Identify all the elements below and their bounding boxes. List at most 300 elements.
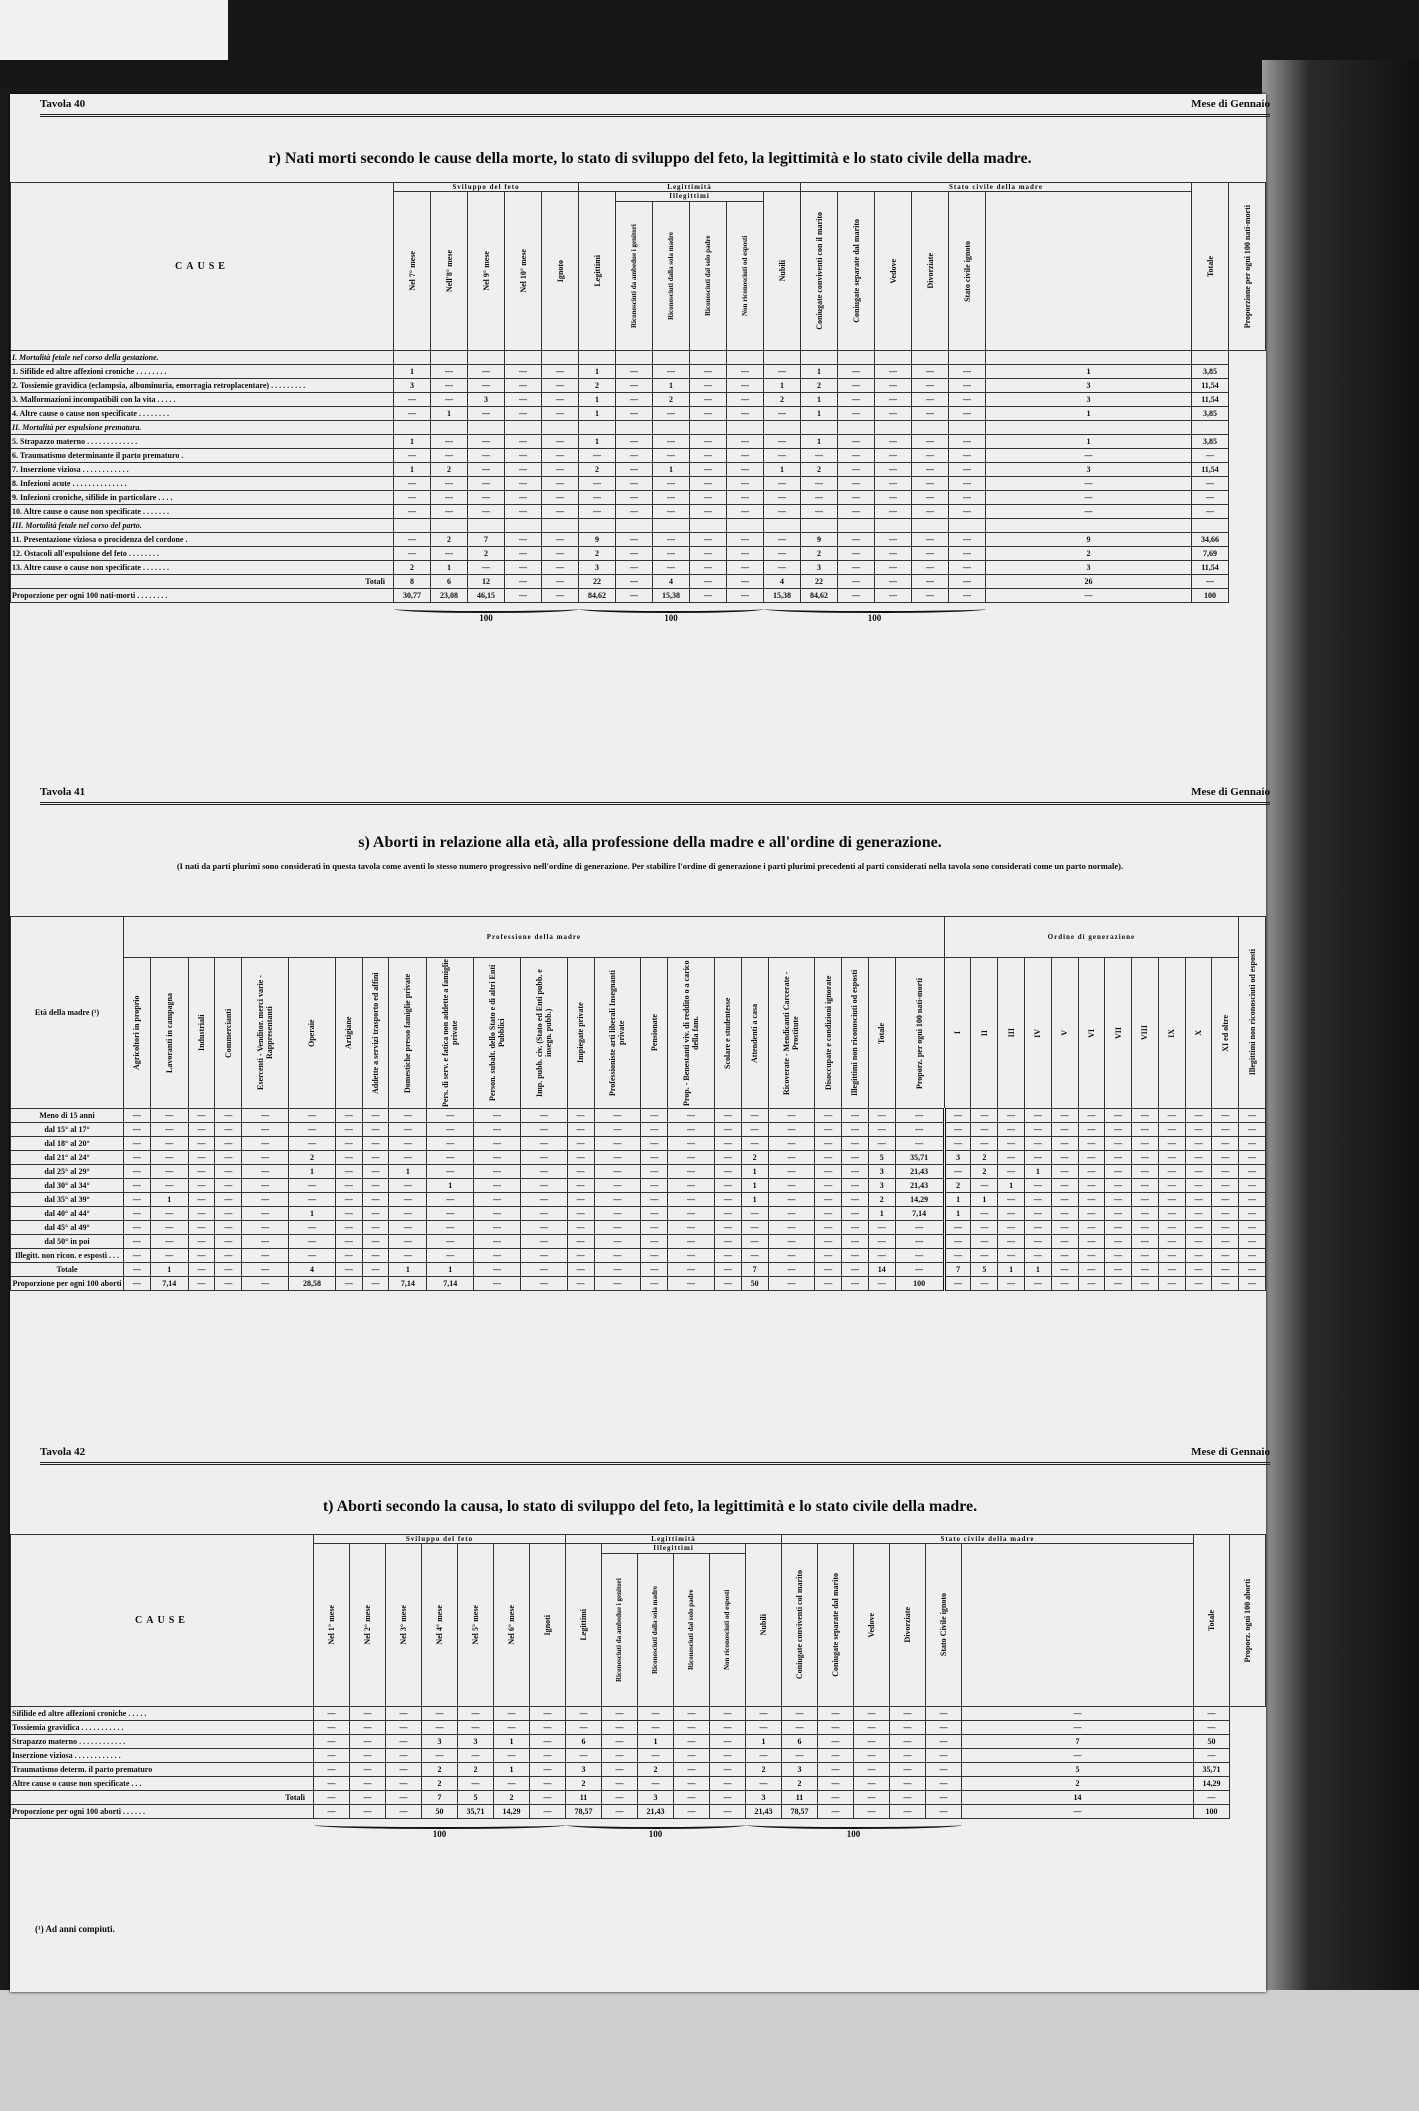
table42-cell: — [926,1749,962,1763]
table42-cell: 11 [566,1791,602,1805]
table41-row-label: dal 40° al 44° [11,1207,124,1221]
table41-cell: — [474,1123,521,1137]
table40-cell: 12 [468,575,505,589]
table40-row-label: 11. Presentazione viziosa o procidenza del cordone . [11,533,394,547]
table41-cell: — [289,1249,336,1263]
table40-col-13 [875,192,912,351]
table42-cell: — [314,1763,350,1777]
table40-cell: — [468,561,505,575]
table40-row [11,575,1266,589]
table40-cell: — [468,379,505,393]
table40-cell: — [838,379,875,393]
table41-cell: — [1132,1151,1159,1165]
table41-cell: — [641,1165,668,1179]
table41-cell: — [714,1221,741,1235]
table41-prof-col-9 [427,958,474,1109]
table42-cell: — [386,1735,422,1749]
table40-cell: — [912,463,949,477]
table40-body [11,351,1266,603]
table41-cell: 1 [868,1207,895,1221]
table40-cell: — [505,533,542,547]
table41-cell: — [389,1123,427,1137]
table40-cell: — [431,435,468,449]
table41-cell: — [714,1179,741,1193]
table40-cell: — [949,505,986,519]
table41-cell: — [741,1109,768,1123]
table41-cell: — [150,1109,188,1123]
table41-cell: — [998,1137,1025,1151]
table42-row [11,1805,1266,1819]
table41-cell: — [1158,1109,1185,1123]
table40-brace-2 [764,605,986,613]
table41-cell: — [714,1277,741,1291]
table41-ord-label-2: III [1006,1028,1016,1038]
table42-cell: 6 [782,1735,818,1749]
table40-cell: — [875,379,912,393]
table40-row-label: I. Mortalità fetale nel corso della gestazione. [11,351,394,365]
table41-cell: — [188,1151,215,1165]
scan-bottom-margin [0,1990,1419,2111]
table41-group-ordine: Ordine di generazione [944,917,1238,958]
table41-cell: — [842,1221,869,1235]
table42-cell: — [602,1735,638,1749]
table42-cell: — [818,1791,854,1805]
table42-row [11,1763,1266,1777]
table41-cell: — [1212,1165,1239,1179]
table42-cell: — [638,1777,674,1791]
table40-cell [690,351,727,365]
table40-cell: — [727,547,764,561]
table41-cell: — [868,1123,895,1137]
table42-cell: — [926,1721,962,1735]
table41-cell: — [668,1277,715,1291]
table41-cell: — [668,1151,715,1165]
table41-prof-col-10 [474,958,521,1109]
table40-cell: 22 [579,575,616,589]
table41-cell: — [998,1221,1025,1235]
table40-cell: 1 [801,393,838,407]
table41-ord-label-1: II [979,1029,989,1037]
table41-cell: — [1051,1221,1078,1235]
table40-cell [542,421,579,435]
table42-cell: — [674,1721,710,1735]
table42-row [11,1735,1266,1749]
table41-ord-label-4: V [1060,1030,1070,1036]
table40-cell: 1 [653,463,690,477]
table41-cell: — [594,1221,641,1235]
table42-cell: — [566,1721,602,1735]
table42-col-label-4: Nel 5° mese [471,1605,480,1645]
table41-cell: — [895,1123,944,1137]
table41-ord-label-5: VI [1086,1028,1096,1038]
table40-cell: 6 [431,575,468,589]
table40-cell: — [616,547,653,561]
table40-cell [801,351,838,365]
table40-cell: — [838,449,875,463]
table40-cell [986,351,1192,365]
table40-cell: — [690,561,727,575]
table40-cell: — [1192,449,1229,463]
table42-cell: 2 [422,1777,458,1791]
table41-cell: — [567,1123,594,1137]
table41-cell: — [815,1151,842,1165]
table42-col-16 [890,1544,926,1707]
table42-col-9 [638,1553,674,1706]
table40-cell: — [949,491,986,505]
table41-header-line [40,786,1270,805]
table40-cell: — [764,435,801,449]
table41-cell: — [768,1179,815,1193]
table41-prof-col-13 [594,958,641,1109]
table40-cell: — [542,561,579,575]
table41-cell: — [1051,1263,1078,1277]
table41-prof-label-4: Esercenti - Venditor. merci varie - Rappresentanti [256,975,275,1091]
table41-cell: — [215,1263,242,1277]
table40-cell: — [949,533,986,547]
table41-cell: 1 [741,1179,768,1193]
table41-cell: — [188,1263,215,1277]
table41-cell: — [1105,1221,1132,1235]
table42-cell: 3 [638,1791,674,1805]
table42-cell: — [890,1777,926,1791]
table40-cell: — [875,547,912,561]
table42-cell: — [890,1805,926,1819]
table41-cell: — [998,1109,1025,1123]
table41-cell: — [1078,1221,1105,1235]
table41-cell: — [1158,1193,1185,1207]
table40-col-17 [1229,183,1266,351]
table41-cell: — [389,1151,427,1165]
table41-cell: — [842,1165,869,1179]
table41-cell: — [714,1137,741,1151]
table41-cell: — [427,1193,474,1207]
table40-col-label-15: Stato civile ignoto [962,240,972,302]
table40-cell: 3,85 [1192,365,1229,379]
table40-row [11,589,1266,603]
table41-cell: — [768,1151,815,1165]
table40-cell: — [505,575,542,589]
table41-cell: — [815,1249,842,1263]
table40-cell: — [838,407,875,421]
table41-cell: — [842,1179,869,1193]
table40-cell [505,351,542,365]
table40-cell: — [838,505,875,519]
table41-cell: 2 [868,1193,895,1207]
table40-cell: — [468,435,505,449]
table40-cell: — [653,491,690,505]
table41-cell: — [815,1165,842,1179]
table41-cell: — [242,1109,289,1123]
table42-cell: — [530,1791,566,1805]
table41-cell: — [427,1221,474,1235]
table41-cell: — [1239,1151,1266,1165]
table40-cell [468,519,505,533]
table40-cell [727,421,764,435]
table41-cell: — [474,1179,521,1193]
table42-cell: 2 [746,1763,782,1777]
table41-cell: — [842,1151,869,1165]
table42-cell: — [926,1735,962,1749]
table40-cell: 22 [801,575,838,589]
table41-cell: — [567,1109,594,1123]
table41-cell: — [741,1249,768,1263]
table40-cell: 1 [986,435,1192,449]
table41-cell: — [124,1151,151,1165]
table40-cell: 3 [986,463,1192,477]
table41-cell: — [998,1165,1025,1179]
table40-cell: — [542,547,579,561]
table40-cell [579,351,616,365]
table41-cell: — [895,1221,944,1235]
table40-cell: — [727,589,764,603]
table42-cell: — [890,1763,926,1777]
table40-row [11,477,1266,491]
table40-cell: — [875,477,912,491]
table41-cell: 50 [741,1277,768,1291]
table41-cell: — [1132,1193,1159,1207]
document-page [10,94,1270,1992]
table40-row [11,491,1266,505]
table40-cell: — [875,407,912,421]
table42-col-label-15: Vedove [867,1612,876,1638]
table40-cell [542,519,579,533]
table41-cell: — [668,1207,715,1221]
table40-cell: — [949,589,986,603]
table40-col-14 [912,192,949,351]
table41-cell: — [150,1151,188,1165]
table40-cell: — [949,379,986,393]
table42-cell: — [890,1749,926,1763]
table40-cell [875,351,912,365]
table41-cell: — [998,1151,1025,1165]
table42-row-label: Proporzione per ogni 100 aborti . . . . . . [11,1805,314,1819]
table40-row [11,421,1266,435]
table42-brace-1 [566,1821,746,1829]
table42-cell: — [602,1721,638,1735]
table42-cell: — [710,1791,746,1805]
table40-cell: — [431,477,468,491]
table41-ord-col-6 [1105,958,1132,1109]
table40-cell: 1 [764,379,801,393]
table42-col-0 [314,1544,350,1707]
table40-col-6 [616,201,653,350]
table41-cell: — [1158,1151,1185,1165]
table41-row-label: Proporzione per ogni 100 aborti [11,1277,124,1291]
table40-row [11,547,1266,561]
table41-cell: — [998,1235,1025,1249]
table42-cell: — [566,1749,602,1763]
table42-group-legittimita: Legittimità [566,1535,782,1544]
table41-cell: — [815,1137,842,1151]
table40-cell: — [727,561,764,575]
table42-cell: — [602,1805,638,1819]
table41-cell: 1 [150,1263,188,1277]
table41-cell: — [289,1137,336,1151]
table41-cell: — [1078,1137,1105,1151]
table40-col-label-12: Coniugate separate dal marito [851,219,861,323]
table40-col-5 [579,192,616,351]
table41-cell: 2 [289,1151,336,1165]
table41-cell: — [427,1109,474,1123]
table41-cell: — [641,1109,668,1123]
table40-cell [875,421,912,435]
table42-cell: — [1194,1749,1230,1763]
table41-cell: — [641,1263,668,1277]
table41-cell: 1 [971,1193,998,1207]
table40-cell: — [727,463,764,477]
table40-cell [616,351,653,365]
table41-cell: — [1158,1123,1185,1137]
table41-prof-label-6: Artigiane [344,1016,354,1050]
table41-cell: — [1158,1221,1185,1235]
table42-group-stato: Stato civile della madre [782,1535,1194,1544]
table41-prof-label-14: Pensionate [649,1014,659,1052]
table41-cell: — [815,1193,842,1207]
table42-cell: — [386,1749,422,1763]
table40-cell [801,421,838,435]
table42-cell: — [890,1791,926,1805]
table42-col-8 [602,1553,638,1706]
table40-cell: — [394,505,431,519]
table41-cell: — [520,1137,567,1151]
table42-cell: — [314,1749,350,1763]
table41-cell: — [474,1249,521,1263]
table40-cell [542,351,579,365]
table42-group-sviluppo: Sviluppo del feto [314,1535,566,1544]
table42-cell: — [494,1721,530,1735]
table42-cell: — [422,1749,458,1763]
table41-cell: — [1051,1137,1078,1151]
table40-cell: — [727,505,764,519]
table41-cell: — [124,1165,151,1179]
table40-cell: — [838,365,875,379]
table42-cell: 21,43 [746,1805,782,1819]
table42-cell: — [530,1805,566,1819]
table40-cell: 15,38 [653,589,690,603]
table42-cell: — [602,1777,638,1791]
table42-cell: — [710,1735,746,1749]
table41-cell: — [1051,1207,1078,1221]
table40-cell: — [875,589,912,603]
table41-cell: 3 [868,1165,895,1179]
table41-cell: — [1024,1207,1051,1221]
table40-cell: — [801,491,838,505]
table41-cell: — [1239,1109,1266,1123]
table41-cell: — [124,1277,151,1291]
table40-cell: — [912,379,949,393]
table41-cell: — [124,1221,151,1235]
table42-col-11 [710,1553,746,1706]
table40-cell: 3 [394,379,431,393]
table41-cell: — [1051,1235,1078,1249]
table41-cell: — [815,1123,842,1137]
table40-cell: 46,15 [468,589,505,603]
table40-cell: — [912,435,949,449]
table40-cell: — [912,491,949,505]
table41-prof-label-8: Domestiche presso famiglie private [403,973,413,1093]
table41-cell: — [998,1123,1025,1137]
table41-cell: — [971,1277,998,1291]
table41-cell: — [641,1207,668,1221]
table41-cell: — [242,1263,289,1277]
table40-cell [690,519,727,533]
table41-cell: — [842,1123,869,1137]
table41-cell: — [215,1221,242,1235]
table40-cell: 11,54 [1192,561,1229,575]
table41-cell: — [944,1277,971,1291]
table41-cell: — [1185,1235,1212,1249]
table41-cell: — [1132,1235,1159,1249]
table40-number: Tavola 40 [40,98,86,110]
table41-cell: — [768,1249,815,1263]
table42-cell: — [674,1707,710,1721]
table42-cell: — [530,1749,566,1763]
table41-cell: — [1158,1207,1185,1221]
table41-cell: — [1158,1277,1185,1291]
table42-col-13 [782,1544,818,1707]
table41-cell: 21,43 [895,1165,944,1179]
table40-cell: — [986,505,1192,519]
table40-cell: — [505,365,542,379]
table41-cell: 3 [944,1151,971,1165]
table41-cell: — [188,1277,215,1291]
table41-group-row [11,917,1266,958]
table42-cell: — [674,1777,710,1791]
table41-cell: — [842,1109,869,1123]
table41-cell: — [242,1207,289,1221]
table41-cell: — [1132,1277,1159,1291]
table42-cell: — [638,1749,674,1763]
table41-prof-col-2 [188,958,215,1109]
table41-cell: — [335,1277,362,1291]
table40-cell: — [653,407,690,421]
table40-cell: — [579,477,616,491]
table42-cell: — [890,1721,926,1735]
table41-cell: — [594,1123,641,1137]
table40-cell: — [616,491,653,505]
table40-cell [505,421,542,435]
table41-cell: — [1239,1235,1266,1249]
table41-row [11,1235,1266,1249]
table41-cell: — [1212,1179,1239,1193]
table42-cell: — [350,1735,386,1749]
table41-cell: — [641,1123,668,1137]
table41-row-label: dal 50° in poi [11,1235,124,1249]
table40-cell: — [764,449,801,463]
table42-cell: — [458,1777,494,1791]
table40-cell: — [912,533,949,547]
table42-cell: — [386,1777,422,1791]
table40-cell: — [653,561,690,575]
table41-cell: — [1158,1165,1185,1179]
table42-cell: — [674,1791,710,1805]
table42-cell: — [674,1749,710,1763]
table42-col-label-7: Legittimi [579,1609,588,1641]
table41-cell: — [815,1263,842,1277]
table41-cell: — [215,1235,242,1249]
table41-cell: — [668,1235,715,1249]
table41-ord-col-5 [1078,958,1105,1109]
table40-col-label-11: Coniugate conviventi con il marito [814,212,824,330]
table41-cell: — [242,1249,289,1263]
table41-cell: — [1132,1207,1159,1221]
table40-row-label: 7. Inserzione viziosa . . . . . . . . . . . . [11,463,394,477]
table41-row [11,1123,1266,1137]
table42-number: Tavola 42 [40,1446,86,1458]
table41-group-professione: Professione della madre [124,917,945,958]
table41-cell: — [389,1235,427,1249]
table41-cell: — [335,1263,362,1277]
